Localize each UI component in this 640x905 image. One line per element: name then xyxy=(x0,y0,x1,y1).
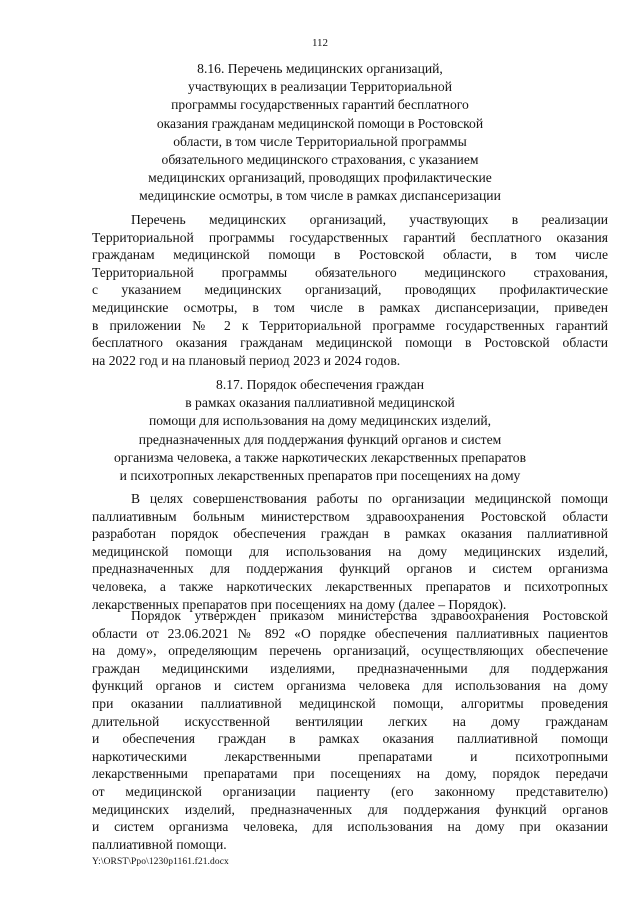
text-line: с указанием медицинских организаций, проводящих профилактические xyxy=(92,282,608,298)
heading-line: предназначенных для поддержания функций органов и систем xyxy=(138,431,502,447)
text-line: Порядок утвержден приказом министерства здравоохранения Ростовской xyxy=(131,608,608,623)
heading-line: программы государственных гарантий бесплатного xyxy=(171,97,469,113)
text-line: функций органов и систем организма человека для использования на дому xyxy=(92,678,608,694)
page-number: 112 xyxy=(311,37,329,49)
text-line: от медицинской организации пациенту (его законному представителю) xyxy=(92,783,608,799)
heading-line: участвующих в реализации Территориальной xyxy=(188,79,452,95)
heading-line: в рамках оказания паллиативной медицинской xyxy=(185,395,455,411)
heading-line: области, в том числе Территориальной программы xyxy=(173,133,467,149)
text-line: Территориальной программы обязательного медицинского страхования, xyxy=(92,264,608,280)
text-line: разработан порядок обеспечения граждан в рамках оказания паллиативной xyxy=(92,526,608,542)
text-line: медицинской помощи для использования на дому медицинских изделий, xyxy=(92,543,608,559)
heading-line: организма человека, а также наркотических лекарственных препаратов xyxy=(113,449,527,465)
text-line: граждан медицинскими изделиями, предназначенными для поддержания xyxy=(92,660,608,676)
text-line: паллиативным больным министерством здравоохранения Ростовской области xyxy=(92,508,608,524)
text-line: лекарственных препаратов при посещениях на дому (далее – Порядок). xyxy=(92,596,507,612)
heading-line: обязательного медицинского страхования, с указанием xyxy=(161,152,479,168)
text-line: человека, а также наркотических лекарственных препаратов и психотропных xyxy=(92,578,608,594)
text-line: на 2022 год и на плановый период 2023 и 2024 годов. xyxy=(92,352,401,368)
text-line: медицинские осмотры, в том числе в рамках диспансеризации, приведен xyxy=(92,299,608,315)
text-line: медицинских изделий, предназначенных для поддержания функций органов xyxy=(92,801,608,817)
paragraph-8-17-intro xyxy=(92,490,608,613)
text-line: бесплатного оказания гражданам медицинской помощи в Ростовской области xyxy=(92,335,608,351)
text-line: гражданам медицинской помощи в Ростовской области, в том числе xyxy=(92,247,608,263)
section-heading-8-16 xyxy=(60,60,580,206)
paragraph-8-16 xyxy=(92,211,608,369)
text-line: области от 23.06.2021 № 892 «О порядке обеспечения паллиативных пациентов xyxy=(92,625,608,641)
text-line: длительной искусственной вентиляции легких на дому гражданам xyxy=(92,713,608,729)
text-line: на дому», определяющим перечень организаций, осуществляющих обеспечение xyxy=(92,643,608,659)
text-line: Территориальной программы государственных гарантий бесплатного оказания xyxy=(92,229,608,245)
text-line: В целях совершенствования работы по организации медицинской помощи xyxy=(131,491,608,506)
text-line: наркотическими лекарственными препаратами и психотропными xyxy=(92,748,608,764)
heading-line: помощи для использования на дому медицинских изделий, xyxy=(148,413,492,429)
heading-line: медицинских организаций, проводящих профилактические xyxy=(148,170,492,186)
heading-line: 8.16. Перечень медицинских организаций, xyxy=(197,61,443,76)
text-line: и обеспечения граждан в рамках оказания паллиативной помощи xyxy=(92,731,608,747)
file-path-footer: Y:\ORST\Ppo\1230p1161.f21.docx xyxy=(92,857,229,867)
text-line: при оказании паллиативной медицинской помощи, алгоритмы проведения xyxy=(92,695,608,711)
text-line: паллиативной помощи. xyxy=(92,836,227,852)
text-line: Перечень медицинских организаций, участвующих в реализации xyxy=(131,212,608,227)
heading-line: медицинские осмотры, в том числе в рамках диспансеризации xyxy=(139,188,501,204)
text-line: предназначенных для поддержания функций органов и систем организма xyxy=(92,561,608,577)
text-line: в приложении № 2 к Территориальной программе государственных гарантий xyxy=(92,317,608,333)
heading-line: оказания гражданам медицинской помощи в Ростовской xyxy=(156,115,484,131)
section-heading-8-17 xyxy=(60,376,580,485)
text-line: лекарственными препаратами при посещениях на дому, порядок передачи xyxy=(92,766,608,782)
heading-line: 8.17. Порядок обеспечения граждан xyxy=(216,377,424,392)
text-line: и систем организма человека, для использования на дому при оказании xyxy=(92,819,608,835)
heading-line: и психотропных лекарственных препаратов при посещениях на дому xyxy=(119,468,521,484)
paragraph-8-17-order xyxy=(92,607,608,853)
